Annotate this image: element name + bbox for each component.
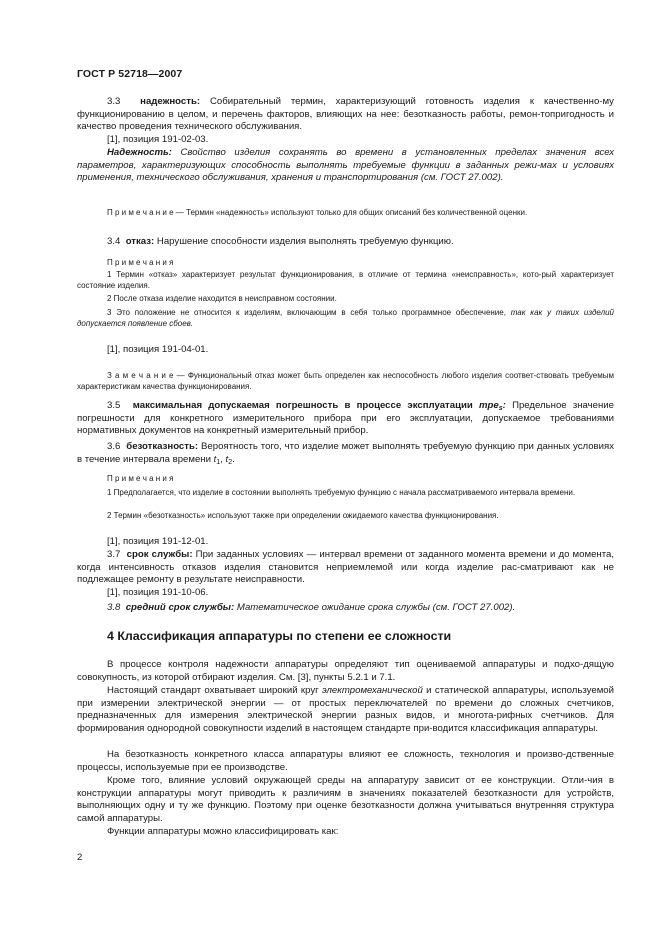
term-definition: Математическое ожидание срока службы (см. ГОСТ 27.002).	[236, 602, 516, 613]
note-3	[77, 307, 614, 329]
term-number: 3.6	[107, 441, 121, 452]
note-text: — Термин «надежность» используют только для общих описаний без количественной оценки.	[173, 208, 528, 217]
time-symbol: t	[213, 453, 217, 465]
term-definition: Нарушение способности изделия выполнять требуемую функцию.	[156, 236, 454, 247]
note-1: 1 Предполагается, что изделие в состоянии выполнять требуемую функцию с начала рассматриваемого интервала времени.	[107, 488, 576, 497]
notes-label: П р и м е ч а н и я	[107, 474, 174, 483]
alt-term-name: Надежность:	[107, 147, 172, 158]
symbol-colon: :	[502, 400, 506, 411]
symbol-main: mpe	[479, 400, 499, 411]
term-number: 3.8	[107, 602, 121, 613]
period: .	[232, 453, 235, 465]
term-reference: [1], позиция 191-10-06.	[107, 587, 209, 598]
term-definition: Вероятность того, что изделие может выполнять требуемую функцию при данных условиях в течение интервала времени	[77, 441, 614, 465]
term-name: срок службы:	[126, 549, 193, 560]
term-reference: [1], позиция 191-04-01.	[107, 344, 209, 355]
paragraph-4: Кроме того, влияние условий окружающей среды на аппаратуру зависит от ее конструкции. Отли-чия в конструкции аппаратуры могут приводить к различиям в значениях показателей безотказности для устройств, выполняющих одну и ту же функцию. Поэтому при оценке безотказности должна учитываться внутренняя структура самой аппаратуры.	[77, 775, 614, 824]
note-label: П р и м е ч а н и е	[107, 208, 174, 217]
term-name: безотказность:	[126, 441, 199, 452]
term-name: отказ:	[125, 236, 155, 247]
term-remark	[77, 370, 614, 392]
note-3-italic: так как у таких изделий допускается появление сбоев.	[77, 308, 614, 328]
term-definition: Предельное значение погрешности для конкретного измерительного прибора при его эксплуатации, допускаемое требованиями нормативных документов на конкретный измерительный прибор.	[77, 400, 614, 437]
term-reference: [1], позиция 191-12-01.	[107, 536, 209, 547]
term-3-6	[77, 441, 614, 466]
alt-term-definition: Свойство изделия сохранять во времени в установленных пределах значения всех параметров, характеризующих способность выполнять требуемые функции в заданных режи-мах и условиях применения, технического обслуживания, хранения и транспортирования (см. ГОСТ 27.002).	[77, 147, 614, 184]
term-number: 3.4	[107, 236, 121, 247]
term-name: средний срок службы:	[125, 602, 235, 613]
term-3-4	[77, 236, 614, 249]
paragraph-3: На безотказность конкретного класса аппаратуры влияют ее сложность, технология и произво-дственные процессы, используемые при ее производстве.	[77, 749, 614, 773]
term-note	[77, 207, 614, 218]
paragraph-2-italic: электромеханической	[322, 685, 423, 696]
page-number: 2	[77, 852, 83, 863]
term-name: надежность:	[140, 96, 201, 107]
paragraph-2-start: Настоящий стандарт охватывает широкий круг	[107, 685, 319, 696]
note-2: 2 После отказа изделие находится в неисправном состоянии.	[107, 294, 337, 303]
standard-header: ГОСТ Р 52718—2007	[77, 68, 183, 80]
term-number: 3.3	[107, 96, 121, 107]
remark-label: З а м е ч а н и е	[107, 371, 174, 380]
paragraph-2-end: и статической аппаратуры, используемой при измерении электрической энергии — от простых переключателей по времени до сложных счетчиков, предназначенных для измерения электрической энергии разных видов, и многота-рифных счетчиков. Для формирования однородной совокупности изделий в настоящем стандарте при-водится классификация аппаратуры.	[77, 685, 614, 734]
term-3-3	[77, 96, 614, 134]
term-3-5	[77, 400, 614, 438]
term-3-8	[77, 602, 614, 615]
term-number: 3.7	[107, 549, 121, 560]
time-sub-2: 2	[228, 458, 233, 466]
term-name: максимальная допускаемая погрешность в процессе эксплуатации	[132, 400, 473, 411]
separator: ,	[220, 453, 226, 465]
term-definition: При заданных условиях — интервал времени от заданного момента времени и до момента, когда интенсивность отказов изделия становится неприемлемой или когда изделие рас-сматривают как не подлежащее ремонту в результате неисправности.	[77, 549, 614, 586]
paragraph-1: В процессе контроля надежности аппаратуры определяют тип оцениваемой аппаратуры и подхо-дящую совокупность, из которой отбирают изделия. См. [3], пункты 5.2.1 и 7.1.	[77, 659, 614, 683]
term-definition: Собирательный термин, характеризующий готовность изделия к качественно-му функционированию в целом, и перечень факторов, влияющих на нее: безотказность работы, ремон-топригодность и качество проведения технического обслуживания.	[77, 96, 614, 133]
paragraph-5: Функции аппаратуры можно классифицировать как:	[107, 826, 339, 837]
time-symbol: t	[225, 453, 229, 465]
note-2: 2 Термин «безотказность» используют также при определении ожидаемого качества функционирования.	[107, 511, 499, 520]
time-sub-1: 1	[216, 458, 221, 466]
term-reference: [1], позиция 191-02-03.	[107, 134, 209, 145]
term-number: 3.5	[107, 400, 121, 411]
term-3-7	[77, 549, 614, 587]
section-title: 4 Классификация аппаратуры по степени ее сложности	[107, 629, 452, 643]
term-symbol	[479, 400, 506, 411]
paragraph-2	[77, 685, 614, 735]
symbol-sub: s	[498, 405, 503, 412]
note-1: 1 Термин «отказ» характеризует результат функционирования, в отличие от термина «неисправность», кото-рый характеризует состояние изделия.	[77, 270, 614, 290]
term-alt-definition	[77, 147, 614, 185]
notes-label: П р и м е ч а н и я	[107, 258, 174, 267]
remark-text: — Функциональный отказ может быть определен как неспособность любого изделия соответ-ствовать требуемым характеристикам качества функционирования.	[77, 371, 614, 391]
note-3-text: 3 Это положение не относится к изделиям, включающим в себя только программное обеспечение,	[107, 308, 506, 317]
